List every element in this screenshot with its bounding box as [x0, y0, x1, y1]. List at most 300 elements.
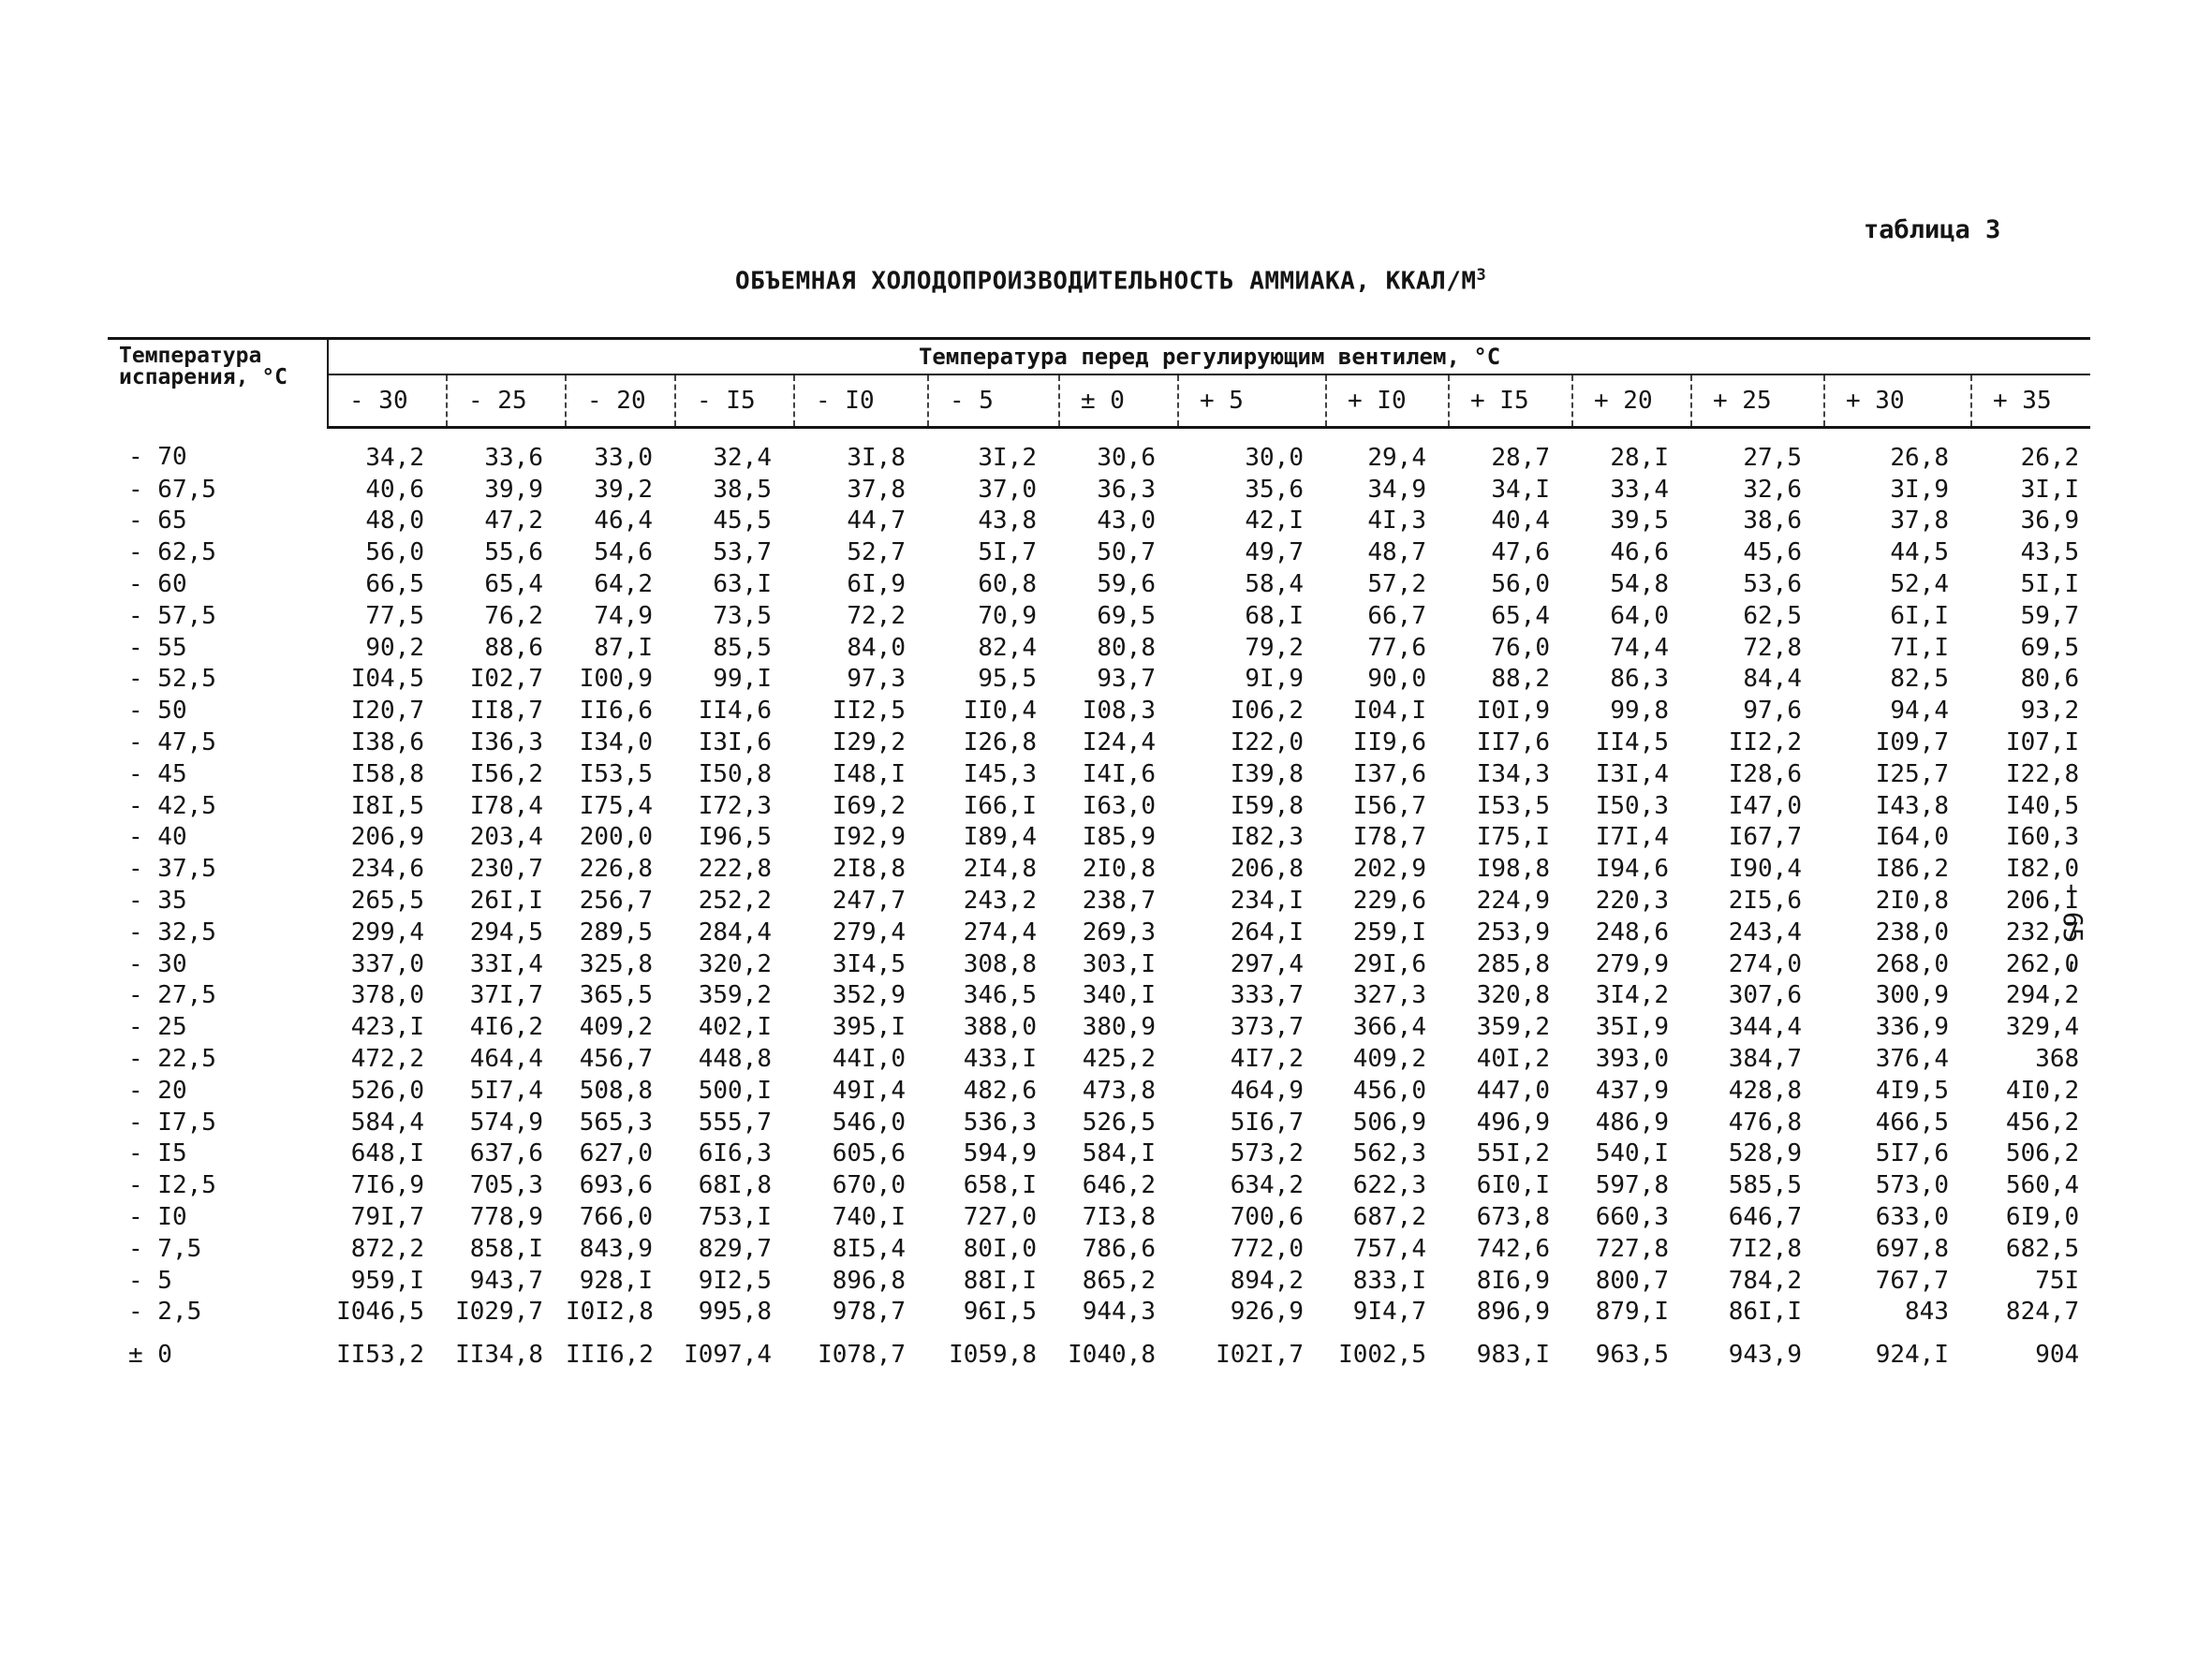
table-row: [108, 695, 2090, 727]
row-header: - I2,5: [128, 1171, 216, 1200]
table-cell: I96,5: [698, 823, 772, 852]
row-header: ± 0: [128, 1341, 172, 1370]
table-cell: 200,0: [579, 823, 653, 852]
table-number-label: таблица 3: [1864, 215, 2001, 244]
table-cell: 248,6: [1595, 918, 1669, 947]
table-cell: 303,I: [1082, 949, 1156, 978]
table-cell: 388,0: [963, 1013, 1037, 1042]
table-cell: 344,4: [1728, 1013, 1802, 1042]
table-cell: 4I0,2: [2005, 1076, 2080, 1105]
table-cell: I78,7: [1352, 823, 1426, 852]
table-cell: 843,9: [579, 1234, 653, 1263]
table-cell: I98,8: [1476, 855, 1550, 884]
table-row: [108, 948, 2090, 980]
table-cell: 38,6: [1743, 507, 1802, 536]
table-cell: 285,8: [1476, 949, 1550, 978]
table-cell: 9I,9: [1245, 665, 1304, 694]
table-cell: 94,4: [1890, 697, 1949, 726]
column-header: - 20: [566, 374, 675, 428]
table-cell: 423,I: [350, 1013, 424, 1042]
table-row: [108, 1233, 2090, 1265]
table-cell: 340,I: [1082, 981, 1156, 1010]
table-cell: 528,9: [1728, 1139, 1802, 1168]
table-cell: 46,4: [594, 507, 653, 536]
table-cell: 634,2: [1230, 1171, 1304, 1200]
table-cell: 68,I: [1245, 601, 1304, 630]
table-cell: 76,2: [484, 601, 543, 630]
table-cell: 58,4: [1245, 570, 1304, 599]
table-cell: 54,8: [1610, 570, 1669, 599]
table-cell: 77,5: [365, 601, 424, 630]
table-cell: 80,6: [2020, 665, 2080, 694]
table-cell: 34,I: [1491, 475, 1550, 504]
table-cell: 75I: [2035, 1266, 2080, 1295]
table-cell: I40,5: [2005, 791, 2080, 820]
table-cell: I029,7: [455, 1298, 543, 1327]
table-cell: 274,0: [1728, 949, 1802, 978]
table-cell: 33I,4: [469, 949, 543, 978]
table-cell: 574,9: [469, 1108, 543, 1137]
table-cell: 506,2: [2005, 1139, 2080, 1168]
table-cell: 2I8,8: [832, 855, 906, 884]
table-cell: 8I5,4: [832, 1234, 906, 1263]
table-cell: 299,4: [350, 918, 424, 947]
table-cell: 220,3: [1595, 887, 1669, 916]
table-cell: I89,4: [963, 823, 1037, 852]
row-header: - 40: [128, 823, 187, 852]
table-cell: 3I,9: [1890, 475, 1949, 504]
table-cell: 99,I: [713, 665, 772, 694]
table-cell: 55I,2: [1476, 1139, 1550, 1168]
column-header: + 5: [1178, 374, 1326, 428]
table-cell: 307,6: [1728, 981, 1802, 1010]
table-cell: 72,8: [1743, 633, 1802, 662]
table-cell: I04,5: [350, 665, 424, 694]
table-cell: 753,I: [698, 1203, 772, 1232]
table-cell: 33,6: [484, 443, 543, 472]
table-cell: I63,0: [1082, 791, 1156, 820]
table-cell: 359,2: [1476, 1013, 1550, 1042]
table-cell: 74,9: [594, 601, 653, 630]
table-cell: 36,3: [1097, 475, 1156, 504]
table-cell: 54,6: [594, 538, 653, 567]
table-cell: I4I,6: [1082, 759, 1156, 788]
group-header: Температура перед регулирующим вентилем, °C: [328, 339, 2090, 375]
table-cell: I078,7: [818, 1341, 906, 1370]
table-cell: 37,0: [978, 475, 1037, 504]
table-cell: 573,2: [1230, 1139, 1304, 1168]
table-cell: 52,4: [1890, 570, 1949, 599]
table-cell: 30,6: [1097, 443, 1156, 472]
row-header: - 57,5: [128, 601, 216, 630]
table-cell: 466,5: [1875, 1108, 1949, 1137]
table-cell: II2,5: [832, 697, 906, 726]
table-row: [108, 758, 2090, 790]
table-cell: 320,8: [1476, 981, 1550, 1010]
table-cell: II8,7: [469, 697, 543, 726]
table-cell: 508,8: [579, 1076, 653, 1105]
table-cell: 833,I: [1352, 1266, 1426, 1295]
table-cell: I75,I: [1476, 823, 1550, 852]
table-cell: 456,2: [2005, 1108, 2080, 1137]
table-cell: 40I,2: [1476, 1045, 1550, 1074]
table-cell: I53,5: [579, 759, 653, 788]
table-cell: 284,4: [698, 918, 772, 947]
table-cell: 274,4: [963, 918, 1037, 947]
table-cell: 55,6: [484, 538, 543, 567]
table-cell: II9,6: [1352, 728, 1426, 757]
table-cell: 265,5: [350, 887, 424, 916]
table-cell: 34,2: [365, 443, 424, 472]
table-cell: 230,7: [469, 855, 543, 884]
row-header: - 5: [128, 1266, 172, 1295]
table-cell: 3I,I: [2020, 475, 2080, 504]
table-cell: I50,8: [698, 759, 772, 788]
table-cell: 4I9,5: [1875, 1076, 1949, 1105]
table-cell: 473,8: [1082, 1076, 1156, 1105]
table-cell: 64,0: [1610, 601, 1669, 630]
row-header: - 47,5: [128, 728, 216, 757]
table-cell: 536,3: [963, 1108, 1037, 1137]
table-row: [108, 568, 2090, 600]
capacity-table: [108, 337, 2090, 1371]
table-cell: 206,9: [350, 823, 424, 852]
table-cell: 35,6: [1245, 475, 1304, 504]
table-cell: 944,3: [1082, 1298, 1156, 1327]
table-cell: 243,4: [1728, 918, 1802, 947]
table-cell: 757,4: [1352, 1234, 1426, 1263]
table-cell: 872,2: [350, 1234, 424, 1263]
table-cell: I07,I: [2005, 728, 2080, 757]
table-cell: 682,5: [2005, 1234, 2080, 1263]
table-cell: I47,0: [1728, 791, 1802, 820]
table-cell: 38,5: [713, 475, 772, 504]
table-cell: 238,0: [1875, 918, 1949, 947]
table-cell: II0,4: [963, 697, 1037, 726]
table-cell: I66,I: [963, 791, 1037, 820]
row-header: - 35: [128, 887, 187, 916]
table-cell: 646,2: [1082, 1171, 1156, 1200]
table-cell: 673,8: [1476, 1203, 1550, 1232]
row-header: - 37,5: [128, 855, 216, 884]
table-cell: 409,2: [1352, 1045, 1426, 1074]
table-cell: 42,I: [1245, 507, 1304, 536]
table-cell: I45,3: [963, 759, 1037, 788]
table-cell: 43,8: [978, 507, 1037, 536]
table-cell: 329,4: [2005, 1013, 2080, 1042]
table-row: [108, 1169, 2090, 1201]
table-cell: 526,5: [1082, 1108, 1156, 1137]
table-cell: 40,4: [1491, 507, 1550, 536]
table-cell: 96I,5: [963, 1298, 1037, 1327]
table-cell: I26,8: [963, 728, 1037, 757]
table-cell: 366,4: [1352, 1013, 1426, 1042]
table-row: [108, 1265, 2090, 1297]
table-cell: 73,5: [713, 601, 772, 630]
table-cell: I56,2: [469, 759, 543, 788]
table-cell: 800,7: [1595, 1266, 1669, 1295]
table-row: [108, 474, 2090, 506]
table-cell: I06,2: [1230, 697, 1304, 726]
table-cell: 648,I: [350, 1139, 424, 1168]
table-cell: 384,7: [1728, 1045, 1802, 1074]
table-cell: 203,4: [469, 823, 543, 852]
table-cell: 926,9: [1230, 1298, 1304, 1327]
table-cell: 95,5: [978, 665, 1037, 694]
table-header: [108, 339, 2090, 428]
table-cell: 56,0: [1491, 570, 1550, 599]
table-cell: 6I0,I: [1476, 1171, 1550, 1200]
table-cell: 43,0: [1097, 507, 1156, 536]
table-cell: 660,3: [1595, 1203, 1669, 1232]
table-cell: 99,8: [1610, 697, 1669, 726]
table-cell: I002,5: [1338, 1341, 1426, 1370]
column-header: + 20: [1572, 374, 1691, 428]
table-cell: 308,8: [963, 949, 1037, 978]
table-cell: 62,5: [1743, 601, 1802, 630]
table-body: [108, 428, 2090, 1372]
table-cell: 928,I: [579, 1266, 653, 1295]
table-cell: 565,3: [579, 1108, 653, 1137]
table-cell: 26,8: [1890, 443, 1949, 472]
table-cell: 4I7,2: [1230, 1045, 1304, 1074]
table-cell: 7I2,8: [1728, 1234, 1802, 1263]
table-row: [108, 506, 2090, 537]
column-header: ± 0: [1059, 374, 1178, 428]
table-cell: 482,6: [963, 1076, 1037, 1105]
table-row: [108, 980, 2090, 1012]
table-cell: 37,8: [847, 475, 906, 504]
table-cell: 824,7: [2005, 1298, 2080, 1327]
table-cell: 74,4: [1610, 633, 1669, 662]
row-header: - 42,5: [128, 791, 216, 820]
table-cell: 294,2: [2005, 981, 2080, 1010]
table-cell: 300,9: [1875, 981, 1949, 1010]
table-cell: 53,7: [713, 538, 772, 567]
table-cell: 456,0: [1352, 1076, 1426, 1105]
table-cell: I34,0: [579, 728, 653, 757]
table-cell: I59,8: [1230, 791, 1304, 820]
table-cell: 202,9: [1352, 855, 1426, 884]
table-cell: 5I,I: [2020, 570, 2080, 599]
table-cell: 253,9: [1476, 918, 1550, 947]
table-cell: I72,3: [698, 791, 772, 820]
row-header: - 30: [128, 949, 187, 978]
table-cell: 226,8: [579, 855, 653, 884]
table-cell: 5I,7: [978, 538, 1037, 567]
table-cell: 45,5: [713, 507, 772, 536]
table-row: [108, 1107, 2090, 1138]
table-cell: 52,7: [847, 538, 906, 567]
table-cell: 995,8: [698, 1298, 772, 1327]
row-header: - 32,5: [128, 918, 216, 947]
table-cell: 36,9: [2020, 507, 2080, 536]
table-cell: 232,7: [2005, 918, 2080, 947]
table-cell: 727,0: [963, 1203, 1037, 1232]
row-header: - 62,5: [128, 538, 216, 567]
table-cell: 337,0: [350, 949, 424, 978]
table-cell: 336,9: [1875, 1013, 1949, 1042]
table-cell: I82,3: [1230, 823, 1304, 852]
header-row-group: [108, 339, 2090, 375]
table-cell: 40,6: [365, 475, 424, 504]
table-cell: 206,8: [1230, 855, 1304, 884]
table-cell: 865,2: [1082, 1266, 1156, 1295]
table-cell: 49I,4: [832, 1076, 906, 1105]
table-cell: 247,7: [832, 887, 906, 916]
table-cell: 496,9: [1476, 1108, 1550, 1137]
table-cell: 597,8: [1595, 1171, 1669, 1200]
table-cell: 627,0: [579, 1139, 653, 1168]
table-cell: I28,6: [1728, 759, 1802, 788]
table-cell: 65,4: [1491, 601, 1550, 630]
page-number: - 65 -: [2057, 880, 2088, 976]
table-cell: 437,9: [1595, 1076, 1669, 1105]
table-cell: III6,2: [566, 1341, 654, 1370]
table-cell: 224,9: [1476, 887, 1550, 916]
table-cell: 47,2: [484, 507, 543, 536]
table-cell: I78,4: [469, 791, 543, 820]
table-row: [108, 428, 2090, 474]
table-cell: 289,5: [579, 918, 653, 947]
table-cell: 39,5: [1610, 507, 1669, 536]
table-cell: II4,5: [1595, 728, 1669, 757]
row-header: - 25: [128, 1013, 187, 1042]
table-cell: I24,4: [1082, 728, 1156, 757]
table-cell: I04,I: [1352, 697, 1426, 726]
table-cell: I56,7: [1352, 791, 1426, 820]
table-cell: 88,6: [484, 633, 543, 662]
table-cell: 222,8: [698, 855, 772, 884]
table-row: [108, 1297, 2090, 1329]
table-cell: 268,0: [1875, 949, 1949, 978]
table-row: [108, 1075, 2090, 1107]
table-cell: I90,4: [1728, 855, 1802, 884]
table-cell: 66,5: [365, 570, 424, 599]
table-cell: 262,0: [2005, 949, 2080, 978]
table-cell: 7I3,8: [1082, 1203, 1156, 1232]
table-cell: 50,7: [1097, 538, 1156, 567]
column-header: - 5: [928, 374, 1059, 428]
table-cell: 85,5: [713, 633, 772, 662]
table-cell: 2I5,6: [1728, 887, 1802, 916]
table-cell: 57,2: [1367, 570, 1426, 599]
table-cell: 87,I: [594, 633, 653, 662]
table-cell: 560,4: [2005, 1171, 2080, 1200]
table-cell: 829,7: [698, 1234, 772, 1263]
page-title: [735, 266, 1486, 296]
table-cell: 963,5: [1595, 1341, 1669, 1370]
table-cell: 59,7: [2020, 601, 2080, 630]
table-cell: 39,2: [594, 475, 653, 504]
table-cell: 68I,8: [698, 1171, 772, 1200]
table-cell: 294,5: [469, 918, 543, 947]
table-cell: 88I,I: [963, 1266, 1037, 1295]
table-cell: 3I4,5: [832, 949, 906, 978]
table-cell: 60,8: [978, 570, 1037, 599]
table-cell: 772,0: [1230, 1234, 1304, 1263]
table-cell: 63,I: [713, 570, 772, 599]
table-cell: 943,7: [469, 1266, 543, 1295]
table-cell: I22,0: [1230, 728, 1304, 757]
table-cell: I02,7: [469, 665, 543, 694]
row-header: - I0: [128, 1203, 187, 1232]
table-cell: 896,9: [1476, 1298, 1550, 1327]
table-cell: 540,I: [1595, 1139, 1669, 1168]
table-cell: 500,I: [698, 1076, 772, 1105]
table-cell: 843: [1905, 1298, 1949, 1327]
row-header: - 70: [128, 443, 187, 472]
table-cell: 26I,I: [469, 887, 543, 916]
table-cell: 206,I: [2005, 887, 2080, 916]
table-cell: 29,4: [1367, 443, 1426, 472]
table-cell: I48,I: [832, 759, 906, 788]
table-cell: 448,8: [698, 1045, 772, 1074]
table-cell: I36,3: [469, 728, 543, 757]
table-cell: I0I2,8: [566, 1298, 654, 1327]
table-cell: 93,7: [1097, 665, 1156, 694]
table-cell: 5I7,4: [469, 1076, 543, 1105]
title-superscript: 3: [1476, 266, 1487, 285]
table-cell: 6I,I: [1890, 601, 1949, 630]
table-cell: 943,9: [1728, 1341, 1802, 1370]
table-row: [108, 1328, 2090, 1371]
table-cell: 486,9: [1595, 1108, 1669, 1137]
table-cell: 858,I: [469, 1234, 543, 1263]
table-row: [108, 600, 2090, 632]
corner-header: Температура испарения, °C: [108, 339, 328, 428]
table-cell: 243,2: [963, 887, 1037, 916]
table-cell: 28,7: [1491, 443, 1550, 472]
table-cell: 5I7,6: [1875, 1139, 1949, 1168]
table-cell: 6I9,0: [2005, 1203, 2080, 1232]
table-cell: 43,5: [2020, 538, 2080, 567]
table-cell: 359,2: [698, 981, 772, 1010]
table-cell: 700,6: [1230, 1203, 1304, 1232]
table-cell: 778,9: [469, 1203, 543, 1232]
table-cell: 32,6: [1743, 475, 1802, 504]
row-header: - 50: [128, 697, 187, 726]
table-cell: 352,9: [832, 981, 906, 1010]
table-cell: 368: [2035, 1045, 2080, 1074]
table-cell: I64,0: [1875, 823, 1949, 852]
table-cell: 393,0: [1595, 1045, 1669, 1074]
title-text: ОБЪЕМНАЯ ХОЛОДОПРОИЗВОДИТЕЛЬНОСТЬ АММИАКА, ККАЛ/М: [735, 267, 1477, 296]
table-cell: 47,6: [1491, 538, 1550, 567]
table-cell: I097,4: [684, 1341, 772, 1370]
table-cell: 33,0: [594, 443, 653, 472]
table-cell: 879,I: [1595, 1298, 1669, 1327]
table-cell: I92,9: [832, 823, 906, 852]
table-cell: 594,9: [963, 1139, 1037, 1168]
table-cell: 555,7: [698, 1108, 772, 1137]
table-row: [108, 632, 2090, 664]
table-cell: 77,6: [1367, 633, 1426, 662]
table-cell: 472,2: [350, 1045, 424, 1074]
table-cell: I82,0: [2005, 855, 2080, 884]
table-cell: 637,6: [469, 1139, 543, 1168]
table-cell: 456,7: [579, 1045, 653, 1074]
row-header: - 65: [128, 507, 187, 536]
table-cell: I67,7: [1728, 823, 1802, 852]
table-cell: 86,3: [1610, 665, 1669, 694]
table-cell: 3I,8: [847, 443, 906, 472]
table-cell: II6,6: [579, 697, 653, 726]
row-header: - 22,5: [128, 1045, 216, 1074]
table-cell: I69,2: [832, 791, 906, 820]
table-row: [108, 1043, 2090, 1075]
row-header: - 45: [128, 759, 187, 788]
